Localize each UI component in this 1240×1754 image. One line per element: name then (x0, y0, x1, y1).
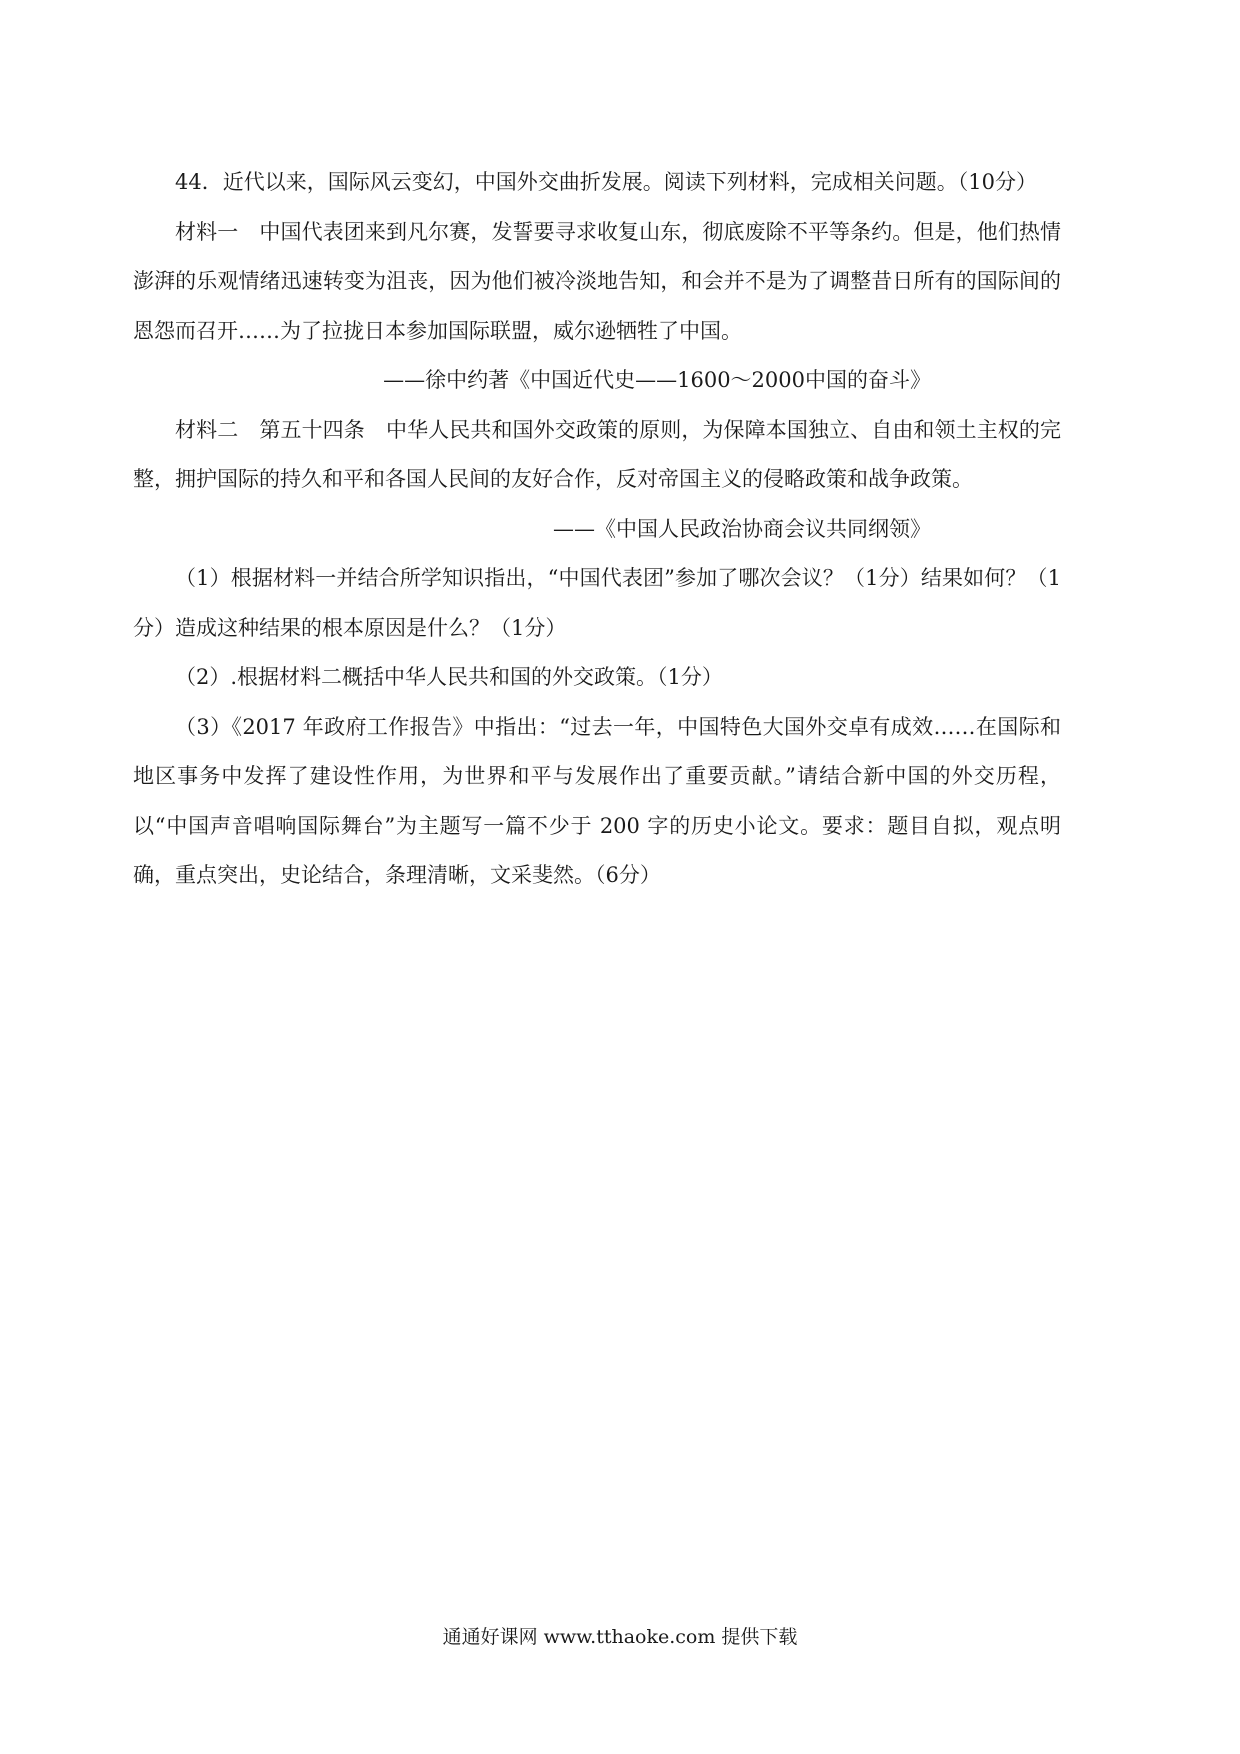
page-footer: 通通好课网 www.tthaoke.com 提供下载 (442, 1626, 798, 1648)
sub-question-2: （2）.根据材料二概括中华人民共和国的外交政策。（1分） (175, 665, 723, 689)
sub-question-3: （3）《2017 年政府工作报告》中指出：“过去一年，中国特色大国外交卓有成效……在国际和地区事务中发挥了建设性作用，为世界和平与发展作出了重要贡献。”请结合新中国的外交历程，以“中国声音唱响国际舞台”为主题写一篇不少于 200 字的历史小论文。要求：题目自拟，观点明确，重点突出，史论结合，条理清晰，文采斐然。（6分） (133, 714, 1061, 887)
material-2-source: ——《中国人民政治协商会议共同纲领》 (553, 516, 931, 541)
material-2-text: 材料二 第五十四条 中华人民共和国外交政策的原则，为保障本国独立、自由和领土主权的完整，拥护国际的持久和平和各国人民间的友好合作，反对帝国主义的侵略政策和战争政策。 (133, 417, 1061, 491)
material-1-source: ——徐中约著《中国近代史——1600～2000中国的奋斗》 (383, 368, 931, 392)
question-block (133, 158, 1061, 901)
sub-question-1: （1）根据材料一并结合所学知识指出，“中国代表团”参加了哪次会议？（1分）结果如何？（1分）造成这种结果的根本原因是什么？（1分） (133, 566, 1061, 640)
material-1-text: 材料一 中国代表团来到凡尔赛，发誓要寻求收复山东，彻底废除不平等条约。但是，他们热情澎湃的乐观情绪迅速转变为沮丧，因为他们被冷淡地告知，和会并不是为了调整昔日所有的国际间的恩怨而召开……为了拉拢日本参加国际联盟，威尔逊牺牲了中国。 (133, 219, 1061, 343)
question-stem: 44．近代以来，国际风云变幻，中国外交曲折发展。阅读下列材料，完成相关问题。（10分） (175, 170, 1037, 194)
